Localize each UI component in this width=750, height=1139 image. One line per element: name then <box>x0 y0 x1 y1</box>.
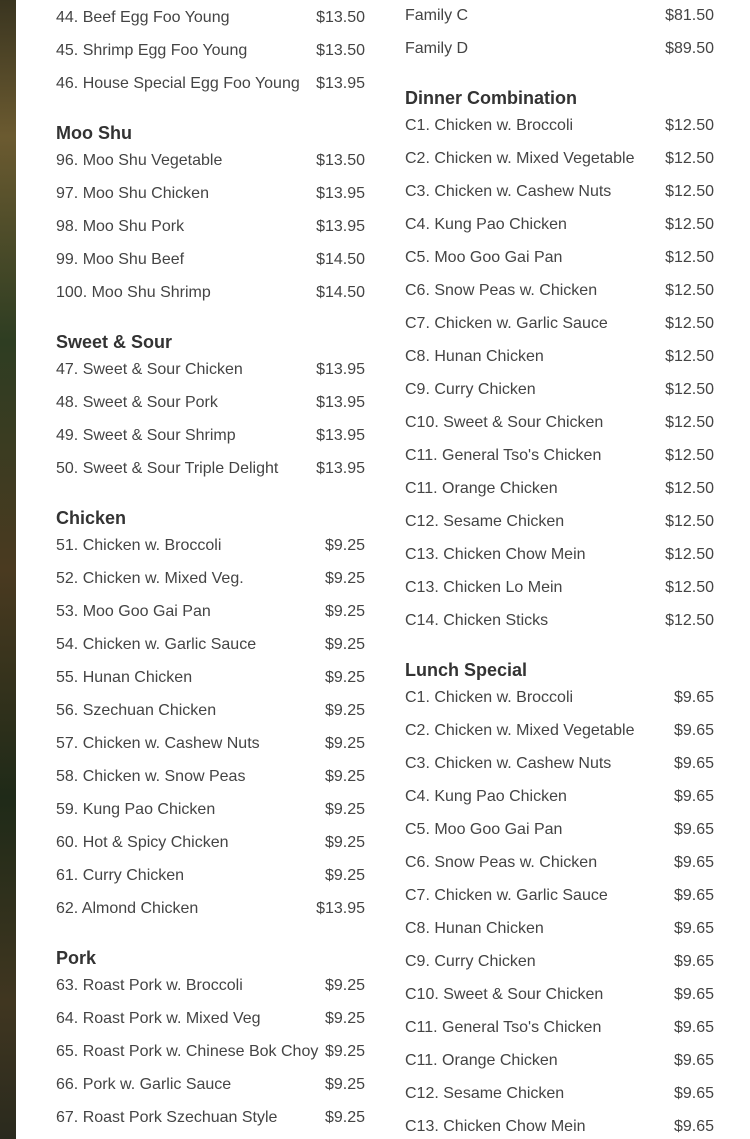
menu-item-price: $12.50 <box>665 512 714 530</box>
menu-item <box>405 274 714 307</box>
menu-item-name: C12. Sesame Chicken <box>405 1084 565 1102</box>
menu-item-name: 54. Chicken w. Garlic Sauce <box>56 635 257 653</box>
menu-item-name: Family C <box>405 6 469 24</box>
menu-item-price: $9.65 <box>673 1084 714 1102</box>
menu-item-name: C3. Chicken w. Cashew Nuts <box>405 754 612 772</box>
menu-item-price: $12.50 <box>665 149 714 167</box>
menu-item-price: $9.65 <box>673 787 714 805</box>
menu-item <box>56 452 365 485</box>
menu-item-name: C5. Moo Goo Gai Pan <box>405 820 563 838</box>
menu-item <box>56 661 365 694</box>
menu-item-name: C6. Snow Peas w. Chicken <box>405 281 598 299</box>
menu-item-price: $13.95 <box>316 899 365 917</box>
menu-item-name: C9. Curry Chicken <box>405 952 536 970</box>
menu-item <box>56 529 365 562</box>
menu-item-price: $9.65 <box>673 1117 714 1135</box>
menu-item-name: C7. Chicken w. Garlic Sauce <box>405 314 608 332</box>
menu-item-name: C13. Chicken Lo Mein <box>405 578 563 596</box>
menu-item <box>405 406 714 439</box>
menu-item <box>56 760 365 793</box>
menu-item <box>405 32 714 65</box>
menu-item-name: C14. Chicken Sticks <box>405 611 549 629</box>
menu-item <box>56 243 365 276</box>
menu-item <box>56 969 365 1002</box>
menu-item-price: $13.95 <box>316 393 365 411</box>
menu-item-name: C9. Curry Chicken <box>405 380 536 398</box>
menu-item <box>56 1002 365 1035</box>
menu-item-name: 49. Sweet & Sour Shrimp <box>56 426 236 444</box>
menu-item-name: C13. Chicken Chow Mein <box>405 1117 586 1135</box>
menu-item-price: $9.65 <box>673 952 714 970</box>
menu-item-price: $9.65 <box>673 1018 714 1036</box>
menu-item <box>56 628 365 661</box>
menu-item-name: 45. Shrimp Egg Foo Young <box>56 41 248 59</box>
menu-item-name: 50. Sweet & Sour Triple Delight <box>56 459 279 477</box>
menu-item-name: 57. Chicken w. Cashew Nuts <box>56 734 260 752</box>
menu-item <box>405 681 714 714</box>
menu-item <box>405 340 714 373</box>
menu-item-price: $9.65 <box>673 721 714 739</box>
section-heading: Lunch Special <box>405 660 528 680</box>
menu-item-name: 60. Hot & Spicy Chicken <box>56 833 229 851</box>
menu-item <box>56 892 365 925</box>
menu-item <box>405 1077 714 1110</box>
menu-item-price: $12.50 <box>665 446 714 464</box>
menu-item-name: C10. Sweet & Sour Chicken <box>405 413 604 431</box>
menu-item <box>56 1101 365 1134</box>
menu-item-name: 44. Beef Egg Foo Young <box>56 8 230 26</box>
menu-item-price: $13.95 <box>316 74 365 92</box>
menu-item <box>56 419 365 452</box>
menu-item-name: C2. Chicken w. Mixed Vegetable <box>405 721 635 739</box>
menu-item-price: $89.50 <box>665 39 714 57</box>
menu-item-price: $13.95 <box>316 217 365 235</box>
menu-item-price: $9.25 <box>324 833 365 851</box>
menu-item-price: $9.65 <box>673 1051 714 1069</box>
menu-item <box>405 472 714 505</box>
menu-item <box>56 595 365 628</box>
menu-item <box>56 67 365 100</box>
menu-item-price: $12.50 <box>665 578 714 596</box>
menu-item-price: $13.50 <box>316 151 365 169</box>
menu-item-price: $12.50 <box>665 314 714 332</box>
menu-item-name: C8. Hunan Chicken <box>405 919 544 937</box>
menu-item-name: C12. Sesame Chicken <box>405 512 565 530</box>
menu-item-name: C2. Chicken w. Mixed Vegetable <box>405 149 635 167</box>
menu-item-price: $9.65 <box>673 754 714 772</box>
menu-item-price: $9.25 <box>324 1009 365 1027</box>
section-heading: Sweet & Sour <box>56 332 173 352</box>
menu-item <box>56 1 365 34</box>
menu-item-name: 46. House Special Egg Foo Young <box>56 74 300 92</box>
menu-item-price: $81.50 <box>665 6 714 24</box>
menu-item-price: $9.65 <box>673 985 714 1003</box>
continued-items <box>56 1 365 100</box>
menu-item <box>56 793 365 826</box>
menu-item <box>405 1110 714 1139</box>
menu-item <box>56 727 365 760</box>
section-heading: Chicken <box>56 508 127 528</box>
menu-item <box>56 562 365 595</box>
menu-item <box>56 177 365 210</box>
menu-item <box>405 604 714 637</box>
menu-item <box>405 1044 714 1077</box>
section-heading: Moo Shu <box>56 123 132 143</box>
menu-item-name: 64. Roast Pork w. Mixed Veg <box>56 1009 261 1027</box>
menu-item-price: $9.65 <box>673 820 714 838</box>
menu-section-dinner-combination <box>405 79 714 637</box>
menu-item <box>405 813 714 846</box>
menu-item-price: $13.50 <box>316 41 365 59</box>
menu-item-price: $9.25 <box>324 1075 365 1093</box>
menu-item-name: 47. Sweet & Sour Chicken <box>56 360 243 378</box>
menu-item-price: $12.50 <box>665 545 714 563</box>
menu-item <box>405 1011 714 1044</box>
menu-item-price: $9.65 <box>673 853 714 871</box>
menu-item <box>56 826 365 859</box>
menu-item-name: 98. Moo Shu Pork <box>56 217 185 235</box>
menu-item <box>405 439 714 472</box>
menu-item <box>405 505 714 538</box>
section-heading: Pork <box>56 948 97 968</box>
menu-item-price: $13.95 <box>316 426 365 444</box>
menu-item <box>405 978 714 1011</box>
menu-item-name: 55. Hunan Chicken <box>56 668 193 686</box>
menu-item-name: 62. Almond Chicken <box>56 899 199 917</box>
menu-item-name: C11. General Tso's Chicken <box>405 1018 602 1036</box>
menu-item <box>405 175 714 208</box>
menu-item-name: 48. Sweet & Sour Pork <box>56 393 218 411</box>
menu-item-price: $9.25 <box>324 800 365 818</box>
menu-item-name: 52. Chicken w. Mixed Veg. <box>56 569 244 587</box>
menu-item-name: C8. Hunan Chicken <box>405 347 544 365</box>
background-photo-edge <box>0 0 16 1139</box>
menu-item-name: 66. Pork w. Garlic Sauce <box>56 1075 232 1093</box>
menu-item-price: $9.25 <box>324 635 365 653</box>
menu-item-price: $12.50 <box>665 248 714 266</box>
section-heading: Dinner Combination <box>405 88 577 108</box>
menu-section-pork <box>56 939 365 1134</box>
menu-item <box>405 912 714 945</box>
menu-item-name: C7. Chicken w. Garlic Sauce <box>405 886 608 904</box>
menu-section-lunch-special <box>405 651 714 1139</box>
menu-item <box>405 307 714 340</box>
menu-item-name: C1. Chicken w. Broccoli <box>405 116 574 134</box>
menu-item-name: C5. Moo Goo Gai Pan <box>405 248 563 266</box>
menu-item-name: C11. Orange Chicken <box>405 1051 558 1069</box>
menu-item <box>56 1035 365 1068</box>
menu-item <box>405 714 714 747</box>
menu-item <box>405 373 714 406</box>
menu-item-name: C11. Orange Chicken <box>405 479 558 497</box>
menu-item-name: 51. Chicken w. Broccoli <box>56 536 222 554</box>
menu-item-name: C11. General Tso's Chicken <box>405 446 602 464</box>
menu-item-name: 58. Chicken w. Snow Peas <box>56 767 246 785</box>
menu-item-price: $9.25 <box>324 734 365 752</box>
menu-item <box>405 747 714 780</box>
menu-item-name: C6. Snow Peas w. Chicken <box>405 853 598 871</box>
menu-item <box>405 109 714 142</box>
menu-item-price: $13.95 <box>316 459 365 477</box>
menu-item-name: 61. Curry Chicken <box>56 866 185 884</box>
menu-item-name: 53. Moo Goo Gai Pan <box>56 602 211 620</box>
menu-item-price: $12.50 <box>665 215 714 233</box>
menu-item-price: $12.50 <box>665 347 714 365</box>
menu-item-name: 59. Kung Pao Chicken <box>56 800 216 818</box>
menu-item-price: $9.25 <box>324 1042 365 1060</box>
menu-item-price: $12.50 <box>665 413 714 431</box>
menu-item-price: $9.25 <box>324 668 365 686</box>
menu-item <box>56 386 365 419</box>
menu-item <box>405 945 714 978</box>
menu-item-price: $13.50 <box>316 8 365 26</box>
menu-item-name: 96. Moo Shu Vegetable <box>56 151 223 169</box>
menu-item <box>56 1068 365 1101</box>
menu-item <box>405 780 714 813</box>
menu-item-name: C10. Sweet & Sour Chicken <box>405 985 604 1003</box>
menu-section-chicken <box>56 499 365 925</box>
menu-item-price: $9.25 <box>324 976 365 994</box>
menu-section-moo-shu <box>56 114 365 309</box>
menu-section-sweet-and-sour <box>56 323 365 485</box>
menu-item-price: $9.25 <box>324 602 365 620</box>
menu-item-price: $9.25 <box>324 866 365 884</box>
menu-item-name: 67. Roast Pork Szechuan Style <box>56 1108 278 1126</box>
menu-item-price: $13.95 <box>316 184 365 202</box>
menu-item <box>56 353 365 386</box>
menu-item-price: $9.25 <box>324 536 365 554</box>
menu-item <box>56 694 365 727</box>
menu-item-price: $9.65 <box>673 919 714 937</box>
menu-item-price: $9.25 <box>324 1108 365 1126</box>
menu-item-name: 100. Moo Shu Shrimp <box>56 283 211 301</box>
right-menu-column <box>405 0 714 1139</box>
menu-item-price: $12.50 <box>665 611 714 629</box>
menu-item-name: Family D <box>405 39 469 57</box>
menu-item-price: $14.50 <box>316 250 365 268</box>
menu-item-price: $9.25 <box>324 701 365 719</box>
menu-item-price: $14.50 <box>316 283 365 301</box>
menu-item-price: $9.25 <box>324 767 365 785</box>
menu-item <box>56 210 365 243</box>
menu-item <box>405 208 714 241</box>
menu-item <box>405 142 714 175</box>
menu-item <box>405 879 714 912</box>
menu-item-name: C3. Chicken w. Cashew Nuts <box>405 182 612 200</box>
menu-item <box>405 846 714 879</box>
menu-item-name: 65. Roast Pork w. Chinese Bok Choy <box>56 1042 319 1060</box>
menu-item <box>405 571 714 604</box>
menu-item-name: 99. Moo Shu Beef <box>56 250 185 268</box>
menu-item-price: $12.50 <box>665 182 714 200</box>
menu-item-name: C1. Chicken w. Broccoli <box>405 688 574 706</box>
menu-item <box>405 538 714 571</box>
menu-item-name: 56. Szechuan Chicken <box>56 701 217 719</box>
menu-item <box>405 0 714 32</box>
menu-item <box>56 859 365 892</box>
menu-item-name: C4. Kung Pao Chicken <box>405 787 567 805</box>
menu-item <box>405 241 714 274</box>
menu-page <box>16 0 750 1139</box>
menu-item-name: 97. Moo Shu Chicken <box>56 184 209 202</box>
menu-item-price: $12.50 <box>665 281 714 299</box>
left-menu-column <box>56 1 365 1134</box>
menu-item-price: $13.95 <box>316 360 365 378</box>
menu-item <box>56 276 365 309</box>
menu-item-price: $12.50 <box>665 479 714 497</box>
menu-item <box>56 34 365 67</box>
menu-item-price: $12.50 <box>665 380 714 398</box>
continued-items <box>405 0 714 65</box>
menu-item-price: $9.65 <box>673 688 714 706</box>
menu-item-name: C4. Kung Pao Chicken <box>405 215 567 233</box>
menu-item <box>56 144 365 177</box>
menu-item-name: C13. Chicken Chow Mein <box>405 545 586 563</box>
menu-item-price: $12.50 <box>665 116 714 134</box>
menu-item-price: $9.25 <box>324 569 365 587</box>
menu-item-name: 63. Roast Pork w. Broccoli <box>56 976 243 994</box>
menu-item-price: $9.65 <box>673 886 714 904</box>
